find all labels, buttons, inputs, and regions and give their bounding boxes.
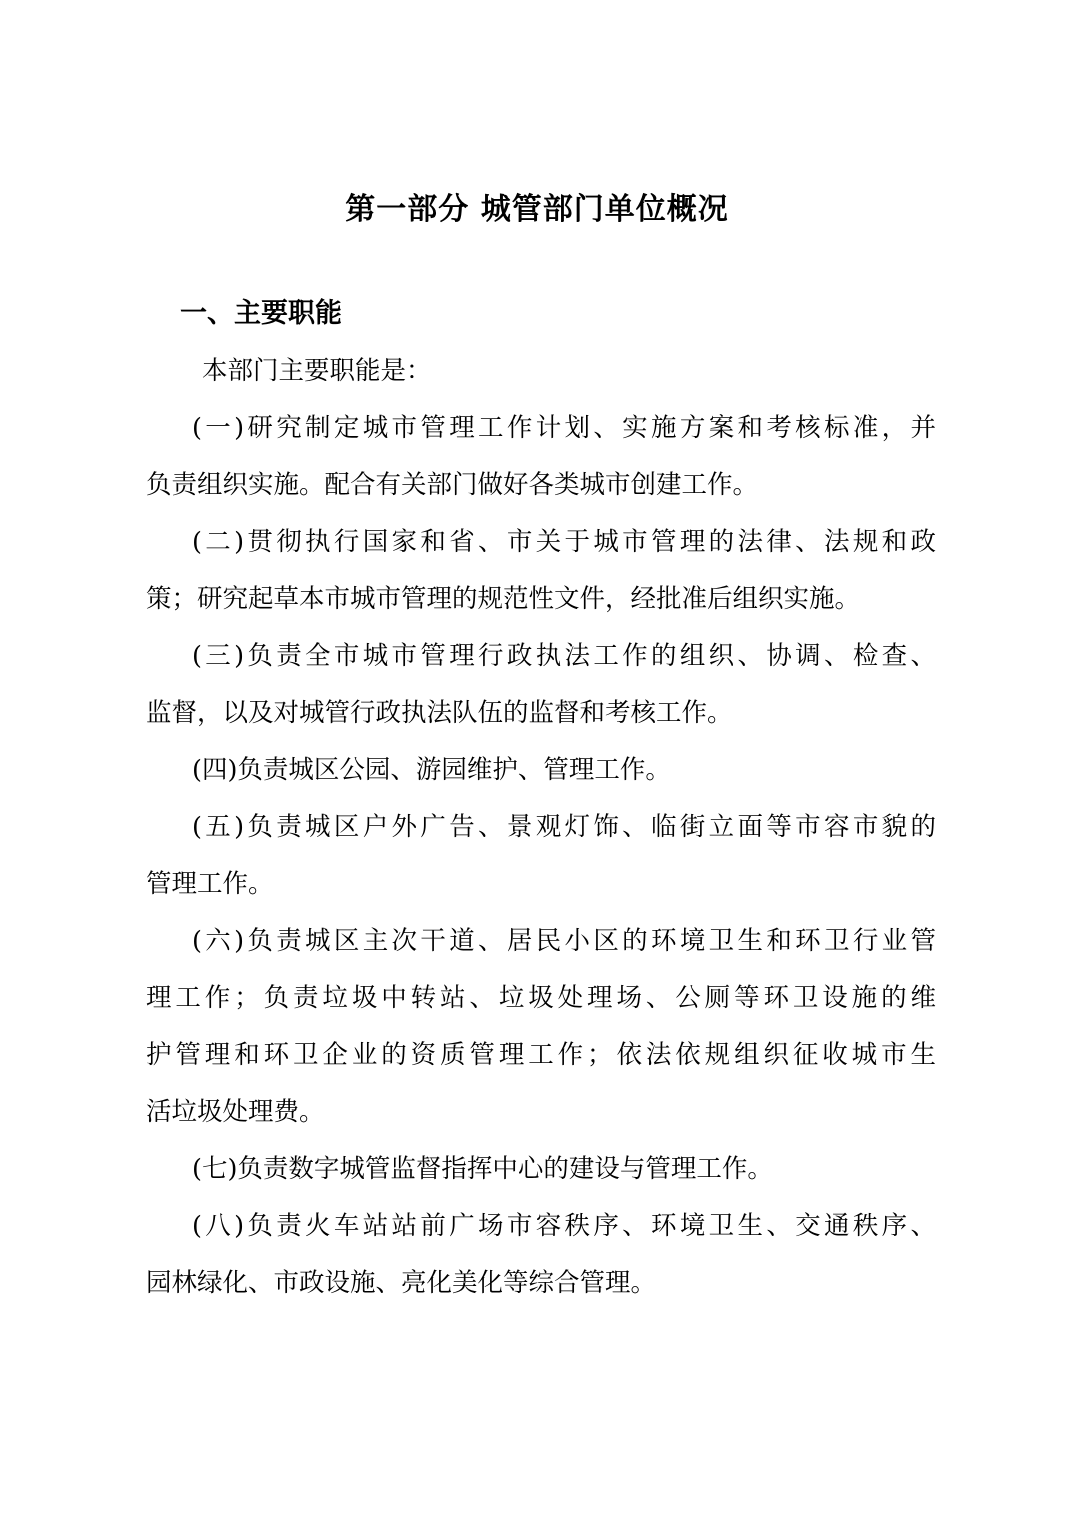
paragraph-line: (三)负责全市城市管理行政执法工作的组织、协调、检查、 [192,641,936,671]
paragraph-line: 监督，以及对城管行政执法队伍的监督和考核工作。 [146,698,733,728]
paragraph-line: 负责组织实施。配合有关部门做好各类城市创建工作。 [146,470,759,500]
duty-paragraph-4 [146,742,936,799]
intro-text: 本部门主要职能是： [202,356,432,386]
paragraph-line: 管理工作。 [146,869,274,899]
duty-paragraph-8 [146,1198,936,1312]
paragraph-line: 护管理和环卫企业的资质管理工作；依法依规组织征收城市生 [146,1040,936,1070]
duty-paragraph-6 [146,913,936,1141]
paragraph-line: 活垃圾处理费。 [146,1097,325,1127]
document-body [146,343,936,1312]
paragraph-line: (二)贯彻执行国家和省、市关于城市管理的法律、法规和政 [192,527,936,557]
page-title: 第一部分 城管部门单位概况 [345,192,729,227]
duty-paragraph-5 [146,799,936,913]
duty-paragraph-2 [146,514,936,628]
paragraph-line: 园林绿化、市政设施、亮化美化等综合管理。 [146,1268,657,1298]
section-heading: 一、主要职能 [180,298,342,329]
paragraph-line: (八)负责火车站站前广场市容秩序、环境卫生、交通秩序、 [192,1211,936,1241]
duty-paragraph-3 [146,628,936,742]
paragraph-line: 理工作；负责垃圾中转站、垃圾处理场、公厕等环卫设施的维 [146,983,936,1013]
paragraph-line: (六)负责城区主次干道、居民小区的环境卫生和环卫行业管 [192,926,936,956]
paragraph-line: (四)负责城区公园、游园维护、管理工作。 [192,755,671,785]
paragraph-line: (五)负责城区户外广告、景观灯饰、临街立面等市容市貌的 [192,812,936,842]
duty-paragraph-7 [146,1141,936,1198]
paragraph-line: 策；研究起草本市城市管理的规范性文件，经批准后组织实施。 [146,584,861,614]
duty-paragraph-1 [146,400,936,514]
paragraph-line: (一)研究制定城市管理工作计划、实施方案和考核标准，并 [192,413,936,443]
paragraph-line: (七)负责数字城管监督指挥中心的建设与管理工作。 [192,1154,773,1184]
